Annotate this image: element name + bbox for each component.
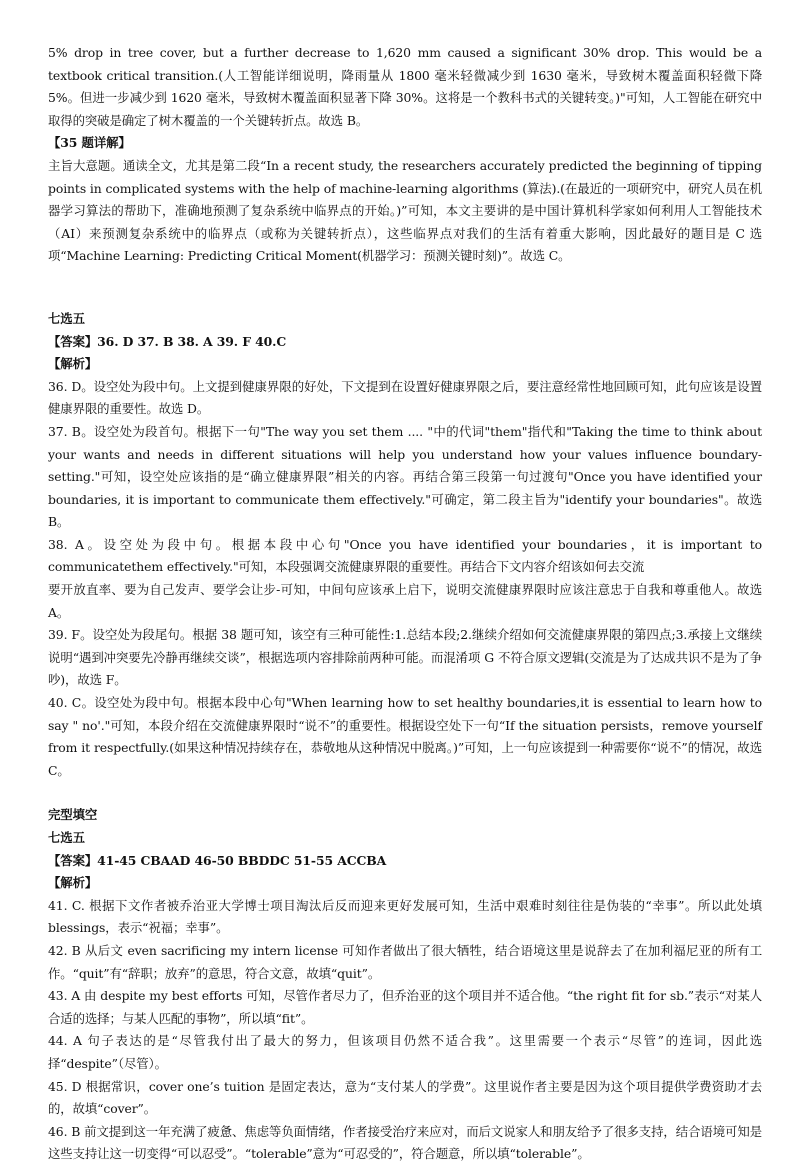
document-page xyxy=(48,42,762,1166)
section-subtitle-seven-choose-five: 七选五 xyxy=(48,830,85,845)
section-title-cloze: 完型填空 xyxy=(48,807,98,823)
q45-explanation: 45. D 根据常识，cover one’s tuition 是固定表达，意为“支付某人的学费”。这里说作者主要是因为这个项目提供学费资助才去的，故填“cover”。 xyxy=(48,1078,762,1117)
q43-explanation: 43. A 由 despite my best efforts 可知，尽管作者尽力了，但乔治亚的这个项目并不适合他。“the right fit for sb.”表示“对某人合适的选择；与某人匹配的事物”，所以填“fit”。 xyxy=(48,988,762,1026)
analysis-heading: 【解析】 xyxy=(48,875,98,891)
q36-explanation: 36. D。设空处为段中句。上文提到健康界限的好处，下文提到在设置好健康界限之后，要注意经常性地回顾可知，此句应该是设置健康界限的重要性。故选 D。 xyxy=(48,378,762,417)
q38-explanation-cont: 要开放直率、要为自己发声、要学会让步-可知，中间句应该承上启下，说明交流健康界限时应该注意忠于自我和尊重他人。故选 A。 xyxy=(48,582,762,620)
q37-explanation: 37. B。设空处为段首句。根据下一句"The way you set them .... "中的代词"them"指代和"Taking the time to think about your wants and needs in different situations will help you understand how your values influence boundary-setting."可知，设空处应该指的是“确立健康界限”相关的内容。再结合第三段第一句过渡句"Once you have identified your boundaries, it is important to communicate them effectively."可确定，第二段主旨为"identify your boundaries"。故选 B。 xyxy=(48,423,762,530)
q41-explanation: 41. C. 根据下文作者被乔治亚大学博士项目淘汰后反而迎来更好发展可知，生活中艰难时刻往往是伪装的“幸事”。所以此处填 blessings，表示“祝福；幸事”。 xyxy=(48,897,762,936)
q35-explanation: 主旨大意题。通读全文，尤其是第二段“In a recent study, the researchers accurately predicted the beginning of tipping points in complicated systems with the help of machine-learning algorithms (算法).(在最近的一项研究中，研究人员在机器学习算法的帮助下，准确地预测了复杂系统中临界点的开始。)”可知，本文主要讲的是中国计算机科学家如何利用人工智能技术（AI）来预测复杂系统中的临界点（或称为关键转折点），这些临界点对我们的生活有着重大影响，因此最好的题目是 C 选项“Machine Learning: Predicting Critical Moment(机器学习：预测关键时刻)”。故选 C。 xyxy=(48,157,762,264)
q39-explanation: 39. F。设空处为段尾句。根据 38 题可知，该空有三种可能性:1.总结本段;2.继续介绍如何交流健康界限的第四点;3.承接上文继续说明“遇到冲突要先冷静再继续交谈”，根据选项内容排除前两种可能。而混淆项 G 不符合原文逻辑(交流是为了达成共识不是为了争吵)，故选 F。 xyxy=(48,627,762,688)
section-gap xyxy=(48,782,762,804)
q40-explanation: 40. C。设空处为段中句。根据本段中心句"When learning how to set healthy boundaries,it is essential to learn how to say " no'."可知，本段介绍在交流健康界限时“说不”的重要性。根据设空处下一句“If the situation persists，remove yourself from it respectfully.(如果这种情况持续存在，恭敬地从这种情况中脱离。)”可知，上一句应该提到一种需要你“说不”的情况，故选 C。 xyxy=(48,695,762,778)
q35-heading: 【35 题详解】 xyxy=(48,135,131,151)
section-title-seven-choose-five: 七选五 xyxy=(48,310,85,326)
analysis-heading: 【解析】 xyxy=(48,356,98,372)
q42-explanation: 42. B 从后文 even sacrificing my intern license 可知作者做出了很大牺牲，结合语境这里是说辞去了在加利福尼亚的所有工作。“quit”有“辞职；放弃”的意思，符合文意，故填“quit”。 xyxy=(48,942,762,981)
q44-explanation: 44. A 句子表达的是“尽管我付出了最大的努力，但该项目仍然不适合我”。这里需要一个表示“尽管”的连词，因此选择“despite”（尽管）。 xyxy=(48,1033,762,1071)
q46-explanation: 46. B 前文提到这一年充满了疲惫、焦虑等负面情绪，作者接受治疗来应对，而后文说家人和朋友给予了很多支持，结合语境可知是这些支持让这一切变得“可以忍受”。“tolerable”意为“可忍受的”，符合题意，所以填“tolerable”。 xyxy=(48,1123,762,1162)
answer-key-36-40: 【答案】36. D 37. B 38. A 39. F 40.C xyxy=(48,333,287,349)
q38-explanation: 38. A。设空处为段中句。根据本段中心句"Once you have identified your boundaries，it is important to communicatethem effectively."可知，本段强调交流健康界限的重要性。再结合下文内容介绍该如何去交流 xyxy=(48,536,762,575)
section-gap xyxy=(48,268,762,308)
answer-key-41-55: 【答案】41-45 CBAAD 46-50 BBDDC 51-55 ACCBA xyxy=(48,852,387,868)
q34-explanation-tail: 5% drop in tree cover, but a further decrease to 1,620 mm caused a significant 30% drop. This would be a textbook critical transition.(人工智能详细说明，降雨量从 1800 毫米轻微减少到 1630 毫米，导致树木覆盖面积轻微下降 5%。但进一步减少到 1620 毫米，导致树木覆盖面积显著下降 30%。这将是一个教科书式的关键转变。)"可知，人工智能在研究中取得的突破是确定了树木覆盖的一个关键转折点。故选 B。 xyxy=(48,45,762,128)
